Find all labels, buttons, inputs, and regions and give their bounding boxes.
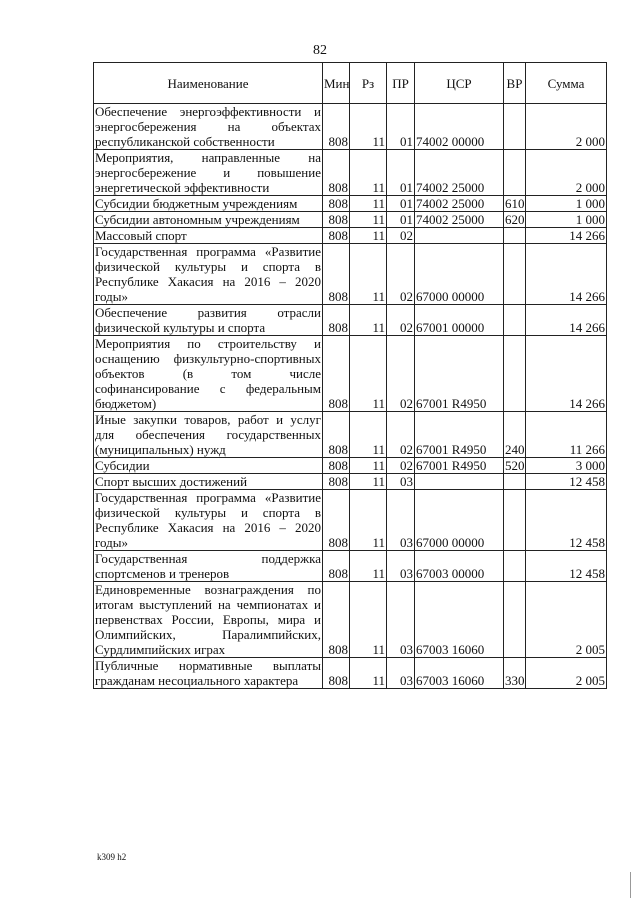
row-vr: 240 <box>504 412 526 458</box>
row-name: Мероприятия по строительству и оснащению физкультурно-спортивных объектов (в том числе софинансирование с федеральным бюджетом) <box>95 336 321 411</box>
table-row <box>94 104 607 150</box>
row-vr <box>504 490 526 551</box>
row-csr: 67000 00000 <box>415 490 504 551</box>
row-min: 808 <box>323 150 350 196</box>
row-pr: 02 <box>387 305 415 336</box>
row-pr: 03 <box>387 474 415 490</box>
row-sum: 14 266 <box>526 336 607 412</box>
budget-table <box>93 62 607 689</box>
row-min: 808 <box>323 196 350 212</box>
row-name: Единовременные вознаграждения по итогам выступлений на чемпионатах и первенствах России, Европы, мира и Олимпийских, Паралимпийских, Сурдлимпийских играх <box>95 582 321 657</box>
row-sum: 3 000 <box>526 458 607 474</box>
row-sum: 1 000 <box>526 212 607 228</box>
row-min: 808 <box>323 490 350 551</box>
row-csr: 67003 16060 <box>415 658 504 689</box>
scan-edge-mark <box>630 872 631 898</box>
row-name: Мероприятия, направленные на энергосбережение и повышение энергетической эффективности <box>95 150 321 195</box>
row-rz: 11 <box>350 582 387 658</box>
table-row <box>94 212 607 228</box>
row-pr: 03 <box>387 658 415 689</box>
row-rz: 11 <box>350 490 387 551</box>
row-csr: 67001 R4950 <box>415 458 504 474</box>
row-csr: 74002 25000 <box>415 212 504 228</box>
row-name: Государственная программа «Развитие физической культуры и спорта в Республике Хакасия на 2016 – 2020 годы» <box>95 244 321 304</box>
row-vr: 520 <box>505 458 525 473</box>
row-pr: 01 <box>387 104 415 150</box>
row-rz: 11 <box>350 305 387 336</box>
row-min: 808 <box>323 551 350 582</box>
row-sum: 14 266 <box>526 228 607 244</box>
row-min: 808 <box>323 658 350 689</box>
row-name: Публичные нормативные выплаты гражданам несоциального характера <box>95 658 321 688</box>
row-vr <box>504 228 526 244</box>
row-rz: 11 <box>350 150 387 196</box>
page-number: 82 <box>313 43 327 58</box>
row-csr: 67001 R4950 <box>415 412 504 458</box>
row-min: 808 <box>323 244 350 305</box>
row-min: 808 <box>323 212 350 228</box>
row-csr: 67003 16060 <box>415 582 504 658</box>
table-row <box>94 196 607 212</box>
row-min: 808 <box>323 104 350 150</box>
row-rz: 11 <box>350 244 387 305</box>
row-sum: 12 458 <box>526 551 607 582</box>
table-row <box>94 150 607 196</box>
table-row <box>94 658 607 689</box>
row-csr: 74002 25000 <box>415 196 504 212</box>
row-pr: 02 <box>387 244 415 305</box>
row-min: 808 <box>323 582 350 658</box>
row-name: Обеспечение развития отрасли физической культуры и спорта <box>95 305 321 335</box>
row-min: 808 <box>323 474 350 490</box>
row-rz: 11 <box>350 336 387 412</box>
table-row <box>94 490 607 551</box>
row-name: Массовый спорт <box>94 228 323 244</box>
row-rz: 11 <box>350 228 387 244</box>
row-vr <box>504 551 526 582</box>
header-csr: ЦСР <box>415 63 504 104</box>
row-rz: 11 <box>350 551 387 582</box>
row-vr <box>504 244 526 305</box>
row-pr: 02 <box>387 228 415 244</box>
row-vr <box>504 305 526 336</box>
table-row <box>94 582 607 658</box>
header-vr: ВР <box>504 63 526 104</box>
row-pr: 03 <box>387 582 415 658</box>
row-pr: 02 <box>387 412 415 458</box>
table-row <box>94 474 607 490</box>
row-pr: 03 <box>387 551 415 582</box>
row-vr: 620 <box>505 212 525 227</box>
row-vr <box>504 474 526 490</box>
row-vr <box>504 582 526 658</box>
row-sum: 11 266 <box>526 412 607 458</box>
row-rz: 11 <box>350 658 387 689</box>
row-vr <box>504 336 526 412</box>
row-name: Субсидии бюджетным учреждениям <box>94 196 323 212</box>
row-rz: 11 <box>350 212 387 228</box>
row-name: Государственная программа «Развитие физической культуры и спорта в Республике Хакасия на 2016 – 2020 годы» <box>95 490 321 550</box>
row-pr: 01 <box>387 150 415 196</box>
row-min: 808 <box>323 412 350 458</box>
footer-code: k309 h2 <box>97 852 127 862</box>
row-sum: 2 000 <box>526 150 607 196</box>
row-csr: 67001 00000 <box>415 305 504 336</box>
row-vr: 330 <box>504 658 526 689</box>
row-rz: 11 <box>350 104 387 150</box>
header-name: Наименование <box>94 63 323 104</box>
row-vr <box>504 150 526 196</box>
row-name: Государственная поддержка спортсменов и тренеров <box>95 551 321 581</box>
row-csr: 74002 00000 <box>415 104 504 150</box>
row-csr: 74002 25000 <box>415 150 504 196</box>
row-csr <box>415 228 504 244</box>
table-row <box>94 458 607 474</box>
row-rz: 11 <box>350 196 387 212</box>
row-pr: 03 <box>387 490 415 551</box>
row-csr <box>415 474 504 490</box>
row-sum: 14 266 <box>526 305 607 336</box>
row-sum: 2 000 <box>526 104 607 150</box>
row-name: Спорт высших достижений <box>94 474 323 490</box>
row-rz: 11 <box>350 458 387 474</box>
row-min: 808 <box>323 305 350 336</box>
row-rz: 11 <box>350 474 387 490</box>
row-sum: 2 005 <box>526 658 607 689</box>
row-pr: 02 <box>387 336 415 412</box>
header-rz: Рз <box>350 63 387 104</box>
row-min: 808 <box>323 336 350 412</box>
row-vr: 610 <box>505 196 525 211</box>
table-row <box>94 336 607 412</box>
table-row <box>94 412 607 458</box>
row-sum: 12 458 <box>526 490 607 551</box>
row-name: Обеспечение энергоэффективности и энергосбережения на объектах республиканской собственности <box>95 104 321 149</box>
row-name: Иные закупки товаров, работ и услуг для обеспечения государственных (муниципальных) нужд <box>95 412 321 457</box>
row-name: Субсидии автономным учреждениям <box>94 212 323 228</box>
row-vr <box>504 104 526 150</box>
row-name: Субсидии <box>94 458 323 474</box>
row-csr: 67001 R4950 <box>415 336 504 412</box>
row-sum: 2 005 <box>526 582 607 658</box>
row-pr: 01 <box>387 212 415 228</box>
row-min: 808 <box>323 458 350 474</box>
row-sum: 1 000 <box>526 196 607 212</box>
row-rz: 11 <box>350 412 387 458</box>
row-csr: 67000 00000 <box>415 244 504 305</box>
table-row <box>94 228 607 244</box>
row-pr: 02 <box>387 458 415 474</box>
row-sum: 12 458 <box>526 474 607 490</box>
row-pr: 01 <box>387 196 415 212</box>
header-pr: ПР <box>387 63 415 104</box>
row-min: 808 <box>323 228 350 244</box>
header-sum: Сумма <box>526 63 607 104</box>
table-header-row <box>94 63 607 104</box>
row-sum: 14 266 <box>526 244 607 305</box>
table-row <box>94 305 607 336</box>
row-csr: 67003 00000 <box>415 551 504 582</box>
table-row <box>94 551 607 582</box>
header-min: Мин <box>323 63 350 104</box>
table-row <box>94 244 607 305</box>
